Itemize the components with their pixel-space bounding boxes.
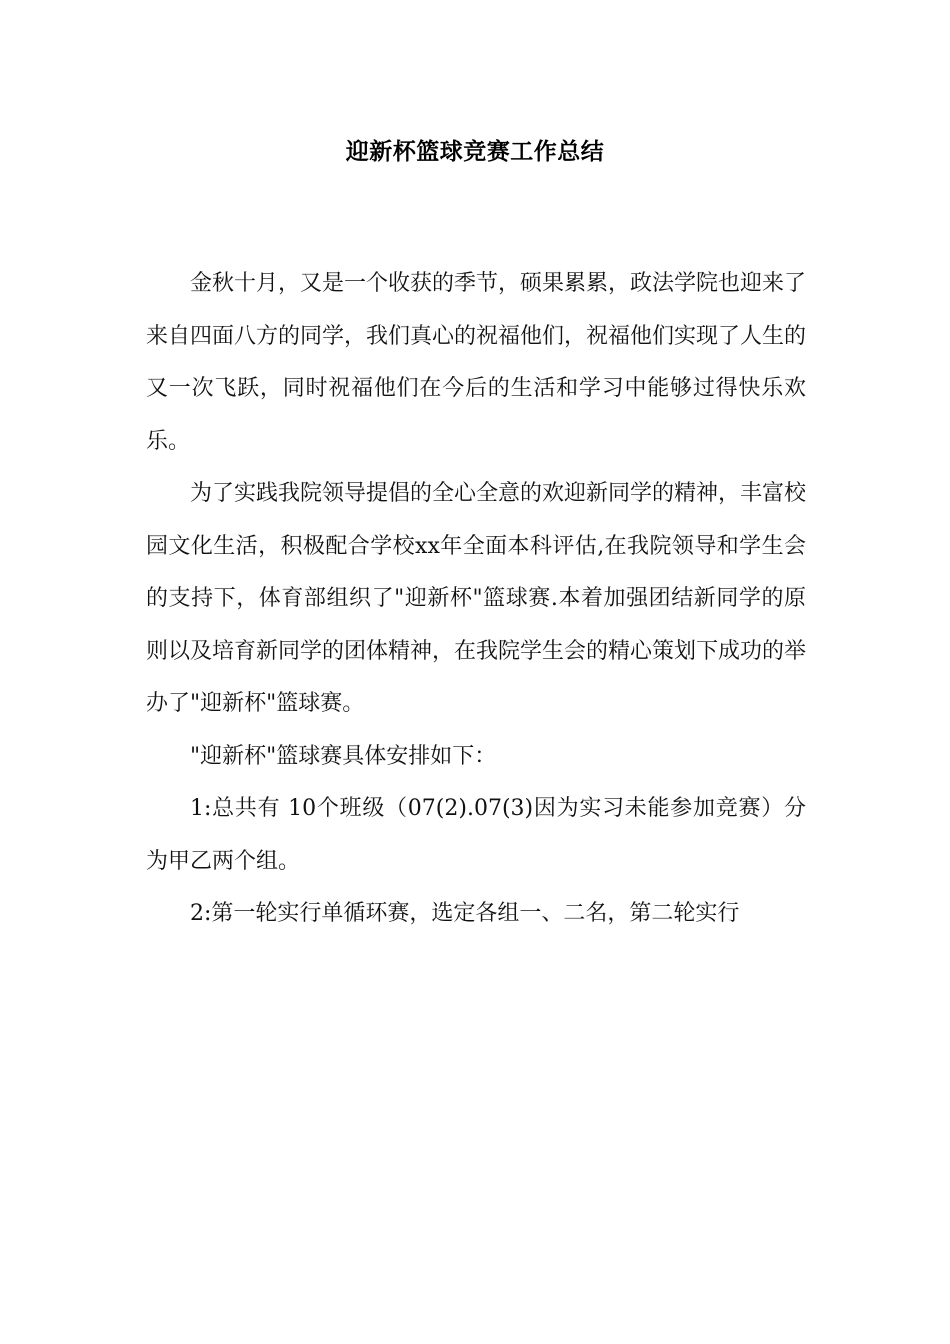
paragraph-arrangement-heading: "迎新杯"篮球赛具体安排如下： [190, 743, 497, 769]
paragraph-item-2: 2:第一轮实行单循环赛，选定各组一、二名，第二轮实行 [190, 901, 740, 926]
document-body [146, 258, 806, 941]
paragraph-item-1: 1:总共有 10个班级（07(2).07(3)因为实习未能参加竞赛）分为甲乙两个组。 [146, 796, 806, 874]
paragraph-intro: 金秋十月，又是一个收获的季节，硕果累累，政法学院也迎来了来自四面八方的同学，我们真心的祝福他们，祝福他们实现了人生的又一次飞跃，同时祝福他们在今后的生活和学习中能够过得快乐欢乐。 [146, 271, 807, 454]
document-title: 迎新杯篮球竞赛工作总结 [345, 139, 605, 165]
paragraph-purpose: 为了实践我院领导提倡的全心全意的欢迎新同学的精神，丰富校园文化生活，积极配合学校xx年全面本科评估,在我院领导和学生会的支持下，体育部组织了"迎新杯"篮球赛.本着加强团结新同学的原则以及培育新同学的团体精神，在我院学生会的精心策划下成功的举办了"迎新杯"篮球赛。 [146, 481, 807, 716]
